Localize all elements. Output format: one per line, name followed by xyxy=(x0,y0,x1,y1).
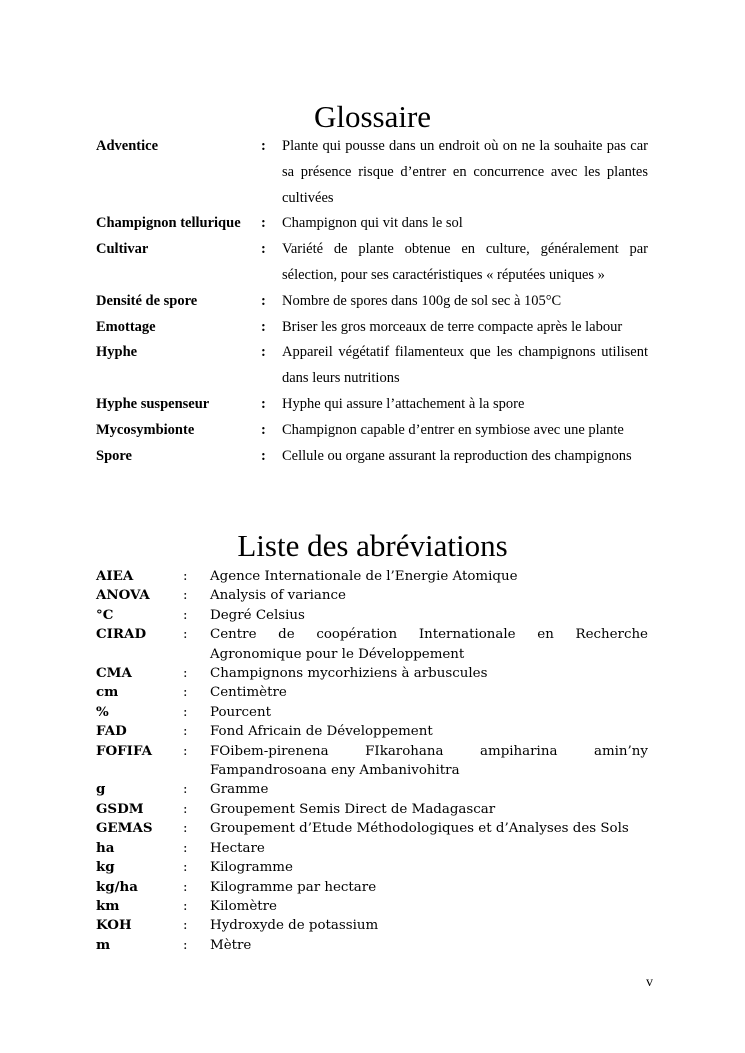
abbreviation-term: FOFIFA xyxy=(96,742,153,759)
abbreviation-separator: : xyxy=(183,860,188,876)
abbreviation-entry xyxy=(96,800,648,819)
abbreviation-definition: Gramme xyxy=(210,782,269,798)
abbreviation-term: FAD xyxy=(96,723,127,740)
glossary-term: Adventice xyxy=(96,138,159,154)
glossary-term: Spore xyxy=(96,447,132,464)
glossary-separator: : xyxy=(261,344,266,361)
page-number: v xyxy=(646,975,653,990)
abbreviation-entry xyxy=(96,683,648,702)
abbreviation-entry xyxy=(96,780,648,799)
glossary-definition: Plante qui pousse dans un endroit où on ne la souhaite pas car sa présence risque d’entrer en concurrence avec les plantes cultivées xyxy=(282,138,648,206)
glossary-entry xyxy=(96,211,648,237)
glossary-separator: : xyxy=(261,421,266,438)
abbreviation-definition: Agence Internationale de l’Energie Atomique xyxy=(210,569,518,584)
abbreviation-separator: : xyxy=(183,743,188,759)
abbreviation-separator: : xyxy=(183,627,188,643)
glossary-definition: Champignon qui vit dans le sol xyxy=(282,215,463,232)
glossary-term: Hyphe suspenseur xyxy=(96,395,210,412)
glossary-term: Emottage xyxy=(96,318,156,335)
abbreviation-definition: Champignons mycorhiziens à arbuscules xyxy=(210,666,488,682)
abbreviation-definition: Kilogramme xyxy=(210,860,293,876)
glossary-entry xyxy=(96,392,648,418)
glossary-definition: Variété de plante obtenue en culture, généralement par sélection, pour ses caractéristiques « réputées uniques » xyxy=(282,241,648,283)
abbreviation-definition: Analysis of variance xyxy=(210,588,346,604)
abbreviation-term: % xyxy=(96,703,109,720)
abbreviation-entry xyxy=(96,878,648,897)
glossary-entry xyxy=(96,315,648,341)
glossary-title: Glossaire xyxy=(313,99,432,134)
glossary-entry xyxy=(96,444,648,470)
abbreviation-definition: Hectare xyxy=(210,840,265,856)
abbreviation-definition: Centimètre xyxy=(210,685,287,701)
abbreviation-separator: : xyxy=(183,704,188,720)
glossary-separator: : xyxy=(261,292,266,309)
abbreviation-term: CMA xyxy=(96,665,132,682)
glossary-entry xyxy=(96,340,648,392)
glossary-separator: : xyxy=(261,138,266,154)
abbreviation-separator: : xyxy=(183,666,188,682)
abbreviation-term: ANOVA xyxy=(96,587,150,604)
glossary-definition: Briser les gros morceaux de terre compacte après le labour xyxy=(282,318,623,335)
abbreviation-term: km xyxy=(96,897,120,914)
glossary-term: Champignon tellurique xyxy=(96,215,241,232)
abbreviation-separator: : xyxy=(183,821,188,837)
abbreviation-entry xyxy=(96,819,648,838)
abbreviation-term: ha xyxy=(96,839,115,856)
abbreviation-term: g xyxy=(96,781,106,798)
abbreviation-separator: : xyxy=(183,898,188,914)
abbreviation-term: m xyxy=(96,936,111,953)
glossary-separator: : xyxy=(261,215,266,232)
glossary-definition: Nombre de spores dans 100g de sol sec à 105°C xyxy=(282,292,562,309)
abbreviation-definition: Groupement d’Etude Méthodologiques et d’Analyses des Sols xyxy=(210,821,629,837)
abbreviation-separator: : xyxy=(183,801,188,817)
glossary-list xyxy=(96,134,648,469)
abbreviation-entry xyxy=(96,936,648,955)
abbreviation-separator: : xyxy=(183,937,188,953)
abbreviation-definition: Hydroxyde de potassium xyxy=(210,918,379,934)
abbreviation-definition: Kilomètre xyxy=(210,898,277,914)
glossary-separator: : xyxy=(261,241,266,258)
glossary-term: Hyphe xyxy=(96,344,138,361)
abbreviation-separator: : xyxy=(183,685,188,701)
glossary-entry xyxy=(96,237,648,289)
abbreviation-entry xyxy=(96,567,648,586)
abbreviation-separator: : xyxy=(183,918,188,934)
abbreviation-separator: : xyxy=(183,724,188,740)
abbreviation-definition: Groupement Semis Direct de Madagascar xyxy=(210,801,496,817)
abbreviation-term: CIRAD xyxy=(96,626,147,643)
abbreviation-separator: : xyxy=(183,879,188,895)
glossary-separator: : xyxy=(261,395,266,412)
glossary-entry xyxy=(96,289,648,315)
abbreviation-entry xyxy=(96,858,648,877)
abbreviation-entry xyxy=(96,625,648,664)
abbreviation-entry xyxy=(96,606,648,625)
abbreviation-entry xyxy=(96,703,648,722)
glossary-definition: Appareil végétatif filamenteux que les champignons utilisent dans leurs nutritions xyxy=(282,344,648,387)
glossary-term: Cultivar xyxy=(96,241,149,258)
abbreviation-term: cm xyxy=(96,684,119,701)
abbreviation-entry xyxy=(96,586,648,605)
abbreviation-definition: Fond Africain de Développement xyxy=(210,724,433,740)
abbreviation-definition: Mètre xyxy=(210,937,252,953)
glossary-entry xyxy=(96,134,648,211)
glossary-definition: Hyphe qui assure l’attachement à la spore xyxy=(282,395,525,412)
abbreviation-term: GSDM xyxy=(96,800,144,817)
abbreviation-entry xyxy=(96,664,648,683)
abbreviations-list xyxy=(96,567,648,955)
abbreviations-title: Liste des abréviations xyxy=(237,528,508,563)
abbreviation-term: °C xyxy=(96,606,114,623)
abbreviation-term: GEMAS xyxy=(96,820,153,837)
abbreviation-separator: : xyxy=(183,840,188,856)
abbreviation-entry xyxy=(96,839,648,858)
abbreviation-definition: Pourcent xyxy=(210,704,271,720)
abbreviation-separator: : xyxy=(183,782,188,798)
glossary-separator: : xyxy=(261,318,266,335)
glossary-definition: Champignon capable d’entrer en symbiose avec une plante xyxy=(282,421,624,438)
abbreviation-definition: Kilogramme par hectare xyxy=(210,879,377,895)
abbreviation-separator: : xyxy=(183,569,188,584)
abbreviation-term: kg/ha xyxy=(96,878,138,895)
abbreviation-term: KOH xyxy=(96,917,132,934)
glossary-entry xyxy=(96,418,648,444)
abbreviation-separator: : xyxy=(183,607,188,623)
glossary-separator: : xyxy=(261,447,266,464)
abbreviation-entry xyxy=(96,897,648,916)
abbreviation-definition: Degré Celsius xyxy=(210,607,305,623)
glossary-definition: Cellule ou organe assurant la reproduction des champignons xyxy=(282,447,632,464)
glossary-term: Densité de spore xyxy=(96,292,198,309)
abbreviation-entry xyxy=(96,742,648,781)
abbreviation-term: AIEA xyxy=(96,568,134,584)
abbreviation-entry xyxy=(96,916,648,935)
glossary-term: Mycosymbionte xyxy=(96,421,195,438)
abbreviation-definition: FOibem-pirenena FIkarohana ampiharina amin’ny Fampandrosoana eny Ambanivohitra xyxy=(210,743,648,779)
abbreviation-entry xyxy=(96,722,648,741)
abbreviation-separator: : xyxy=(183,588,188,604)
abbreviation-term: kg xyxy=(96,859,115,876)
abbreviation-definition: Centre de coopération Internationale en Recherche Agronomique pour le Développement xyxy=(210,627,648,662)
